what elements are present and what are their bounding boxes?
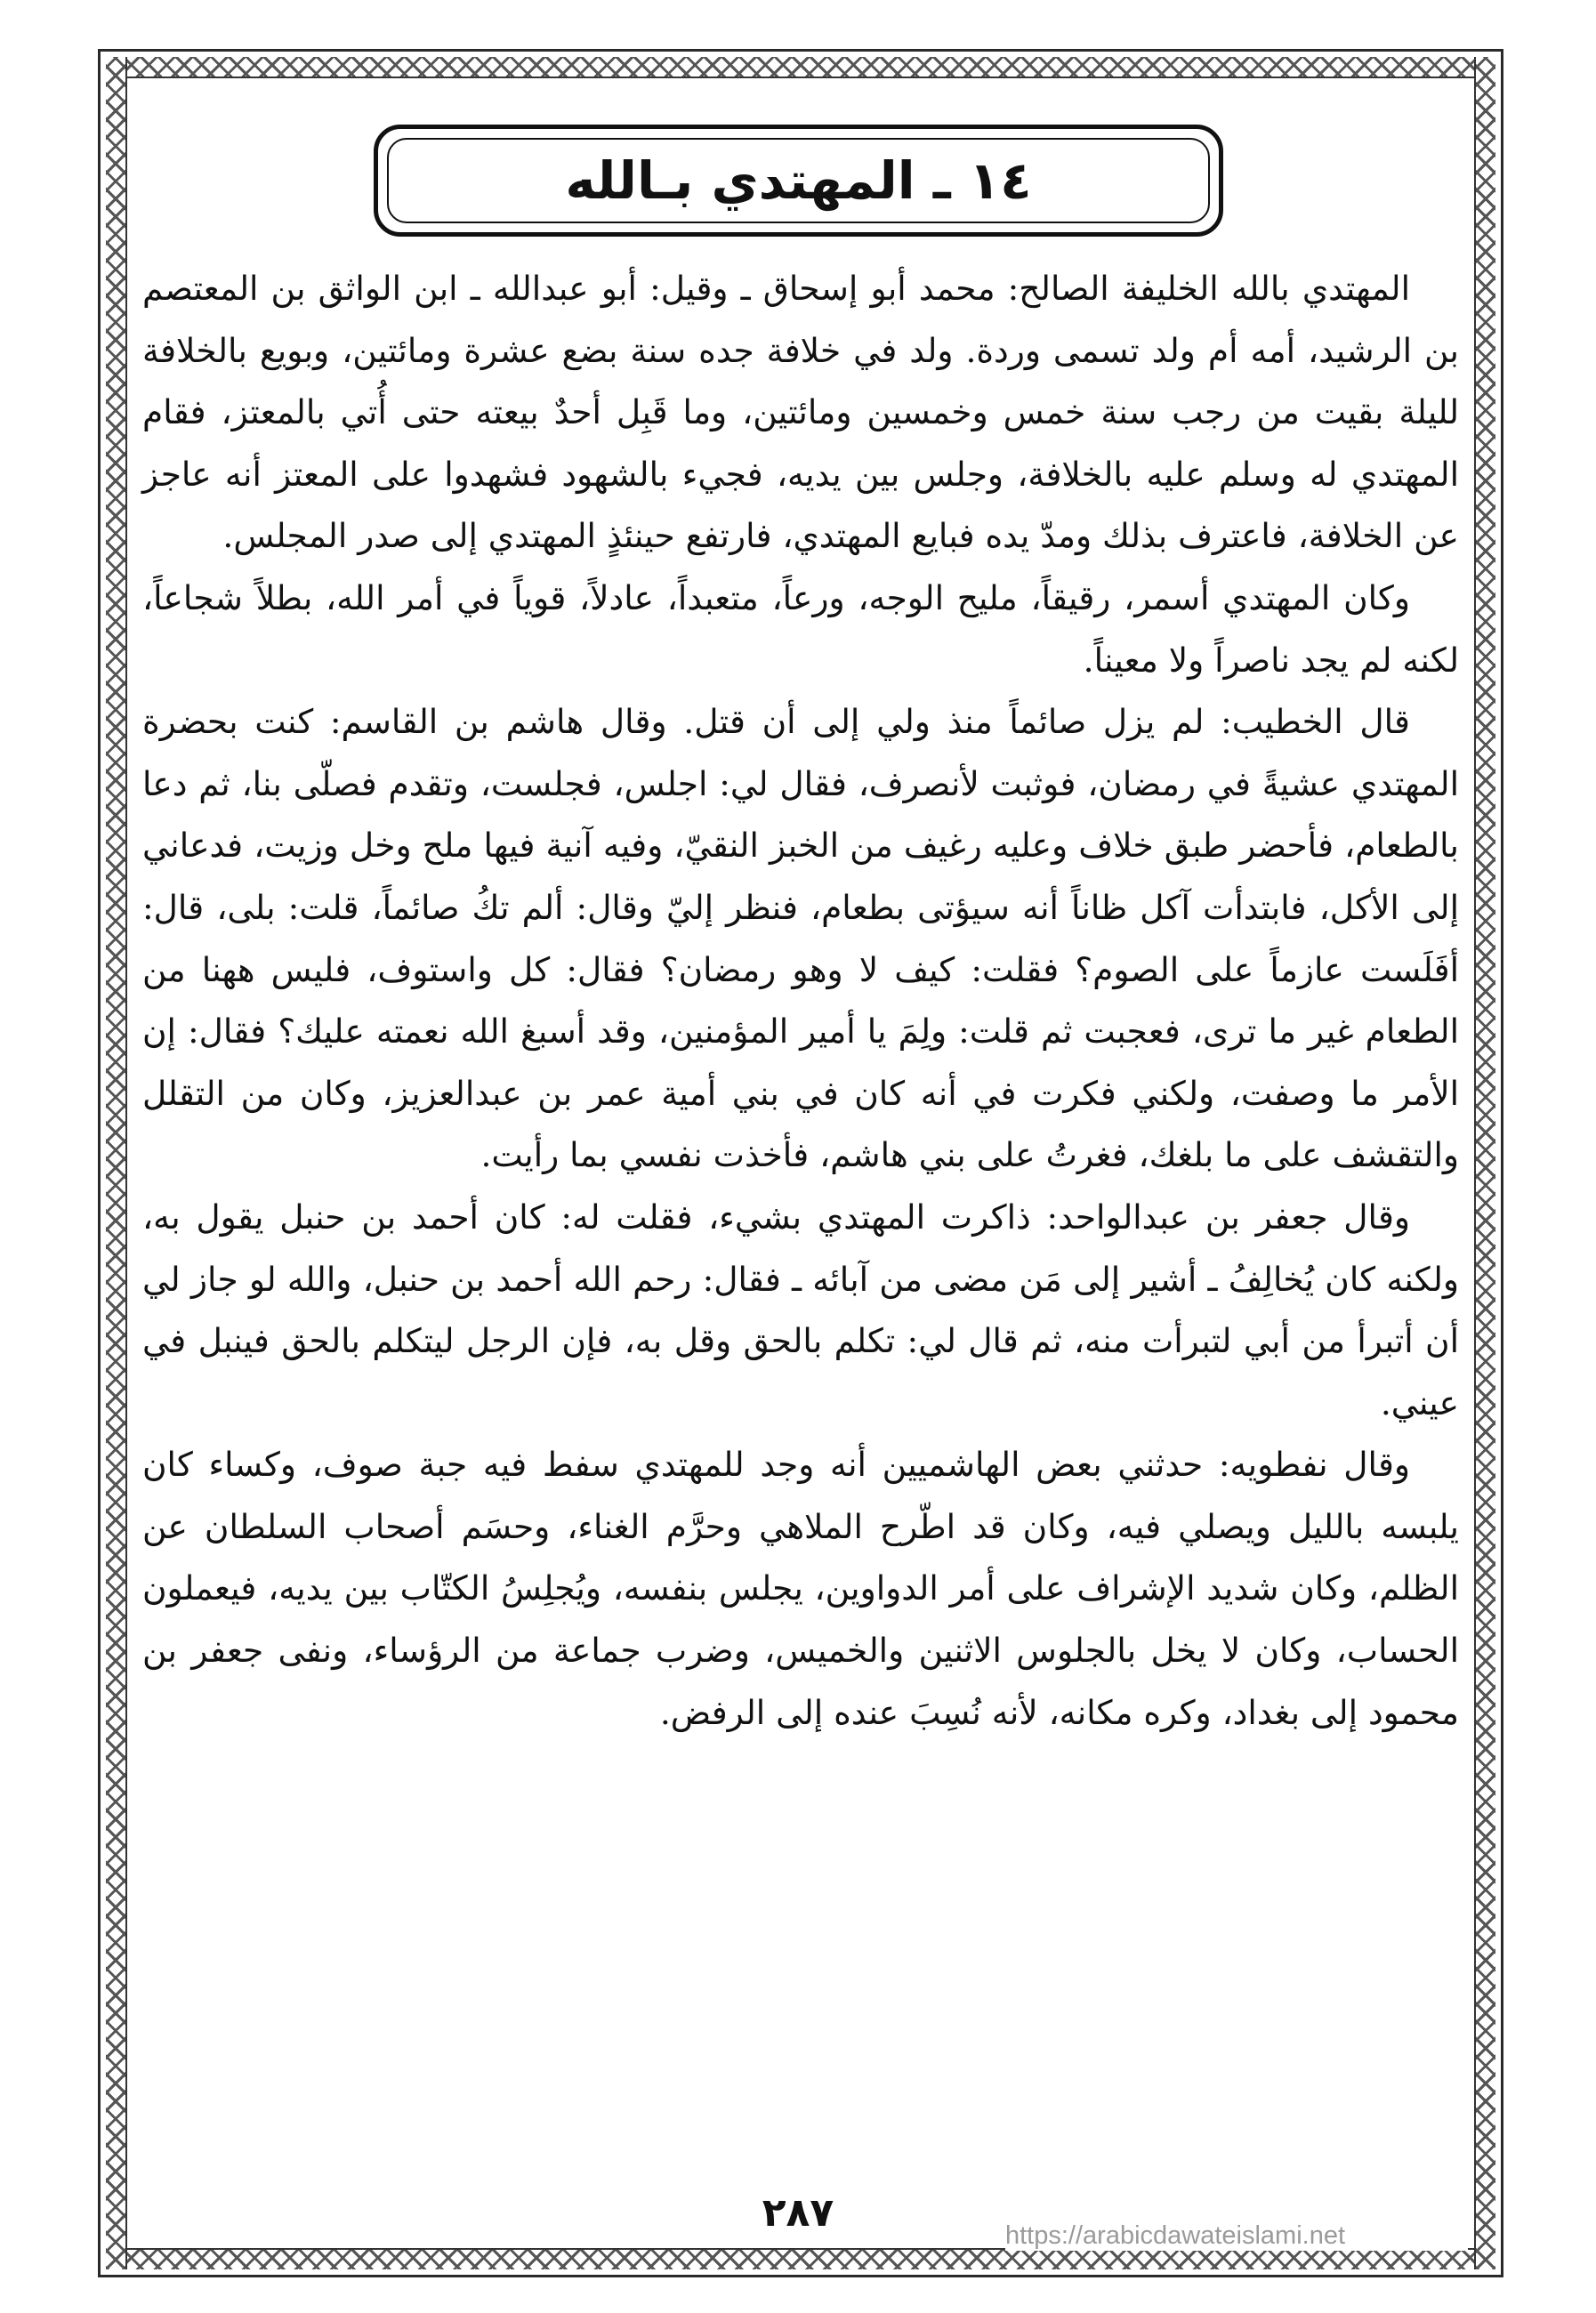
watermark-url: https://arabicdawateislami.net <box>1005 2221 1468 2251</box>
paragraph: وقال جعفر بن عبدالواحد: ذاكرت المهتدي بشيء، فقلت له: كان أحمد بن حنبل يقول به، ولكنه كان يُخالِفُ ـ أشير إلى مَن مضى من آبائه ـ فقال: رحم الله أحمد بن حنبل، والله لو جاز لي أن أتبرأ من أبي لتبرأت منه، ثم قال لي: تكلم بالحق وقل به، فإن الرجل ليتكلم بالحق فينبل في عيني. <box>142 1197 1459 1422</box>
ornament-band-top <box>106 57 1495 78</box>
paragraph: وكان المهتدي أسمر، رقيقاً، مليح الوجه، ورعاً، متعبداً، عادلاً، قوياً في أمر الله، بطلاً شجاعاً، لكنه لم يجد ناصراً ولا معيناً. <box>142 577 1459 680</box>
paragraph: قال الخطيب: لم يزل صائماً منذ ولي إلى أن قتل. وقال هاشم بن القاسم: كنت بحضرة المهتدي عشيةً في رمضان، فوثبت لأنصرف، فقال لي: اجلس، فجلست، وتقدم فصلّى بنا، ثم دعا بالطعام، فأحضر طبق خلاف وعليه رغيف من الخبز النقيّ، وفيه آنية فيها ملح وخل وزيت، فدعاني إلى الأكل، فابتدأت آكل ظاناً أنه سيؤتى بطعام، فنظر إليّ وقال: ألم تكُ صائماً، قلت: بلى، قال: أفَلَست عازماً على الصوم؟ فقلت: كيف لا وهو رمضان؟ فقال: كل واستوف، فليس ههنا من الطعام غير ما ترى، فعجبت ثم قلت: ولِمَ يا أمير المؤمنين، وقد أسبغ الله نعمته عليك؟ فقال: إن الأمر ما وصفت، ولكني فكرت في أنه كان في بني أمية عمر بن عبدالعزيز، وكان من التقلل والتقشف على ما بلغك، فغرتُ على بني هاشم، فأخذت نفسي بما رأيت. <box>142 702 1459 1175</box>
paragraph: المهتدي بالله الخليفة الصالح: محمد أبو إسحاق ـ وقيل: أبو عبدالله ـ ابن الواثق بن المعتصم بن الرشيد، أمه أم ولد تسمى وردة. ولد في خلافة جده سنة بضع عشرة ومائتين، وبويع بالخلافة لليلة بقيت من رجب سنة خمس وخمسين ومائتين، وما قَبِل أحدٌ بيعته حتى أُتي بالمعتز، فقام المهتدي له وسلم عليه بالخلافة، وجلس بين يديه، فجيء بالشهود فشهدوا على المعتز أنه عاجز عن الخلافة، فاعترف بذلك ومدّ يده فبايع المهتدي، فارتفع حينئذٍ المهتدي إلى صدر المجلس. <box>142 269 1459 556</box>
ornament-band-left <box>106 57 127 2269</box>
page-number: ٢٨٧ <box>762 2190 834 2236</box>
ornament-band-right <box>1474 57 1495 2269</box>
chapter-title: ١٤ ـ المهتدي بـالله <box>565 150 1032 211</box>
paragraph: وقال نفطويه: حدثني بعض الهاشميين أنه وجد للمهتدي سفط فيه جبة صوف، وكساء كان يلبسه بالليل ويصلي فيه، وكان قد اطّرح الملاهي وحرَّم الغناء، وحسَم أصحاب السلطان عن الظلم، وكان شديد الإشراف على أمر الدواوين، يجلس بنفسه، ويُجلِسُ الكتّاب بين يديه، فيعملون الحساب، وكان لا يخل بالجلوس الاثنين والخميس، وضرب جماعة من الرؤساء، ونفى جعفر بن محمود إلى بغداد، وكره مكانه، لأنه نُسِبَ عنده إلى الرفض. <box>142 1445 1459 1732</box>
chapter-title-box <box>374 125 1223 237</box>
ornament-band-bottom <box>106 2248 1495 2269</box>
body-text <box>142 258 1459 1744</box>
